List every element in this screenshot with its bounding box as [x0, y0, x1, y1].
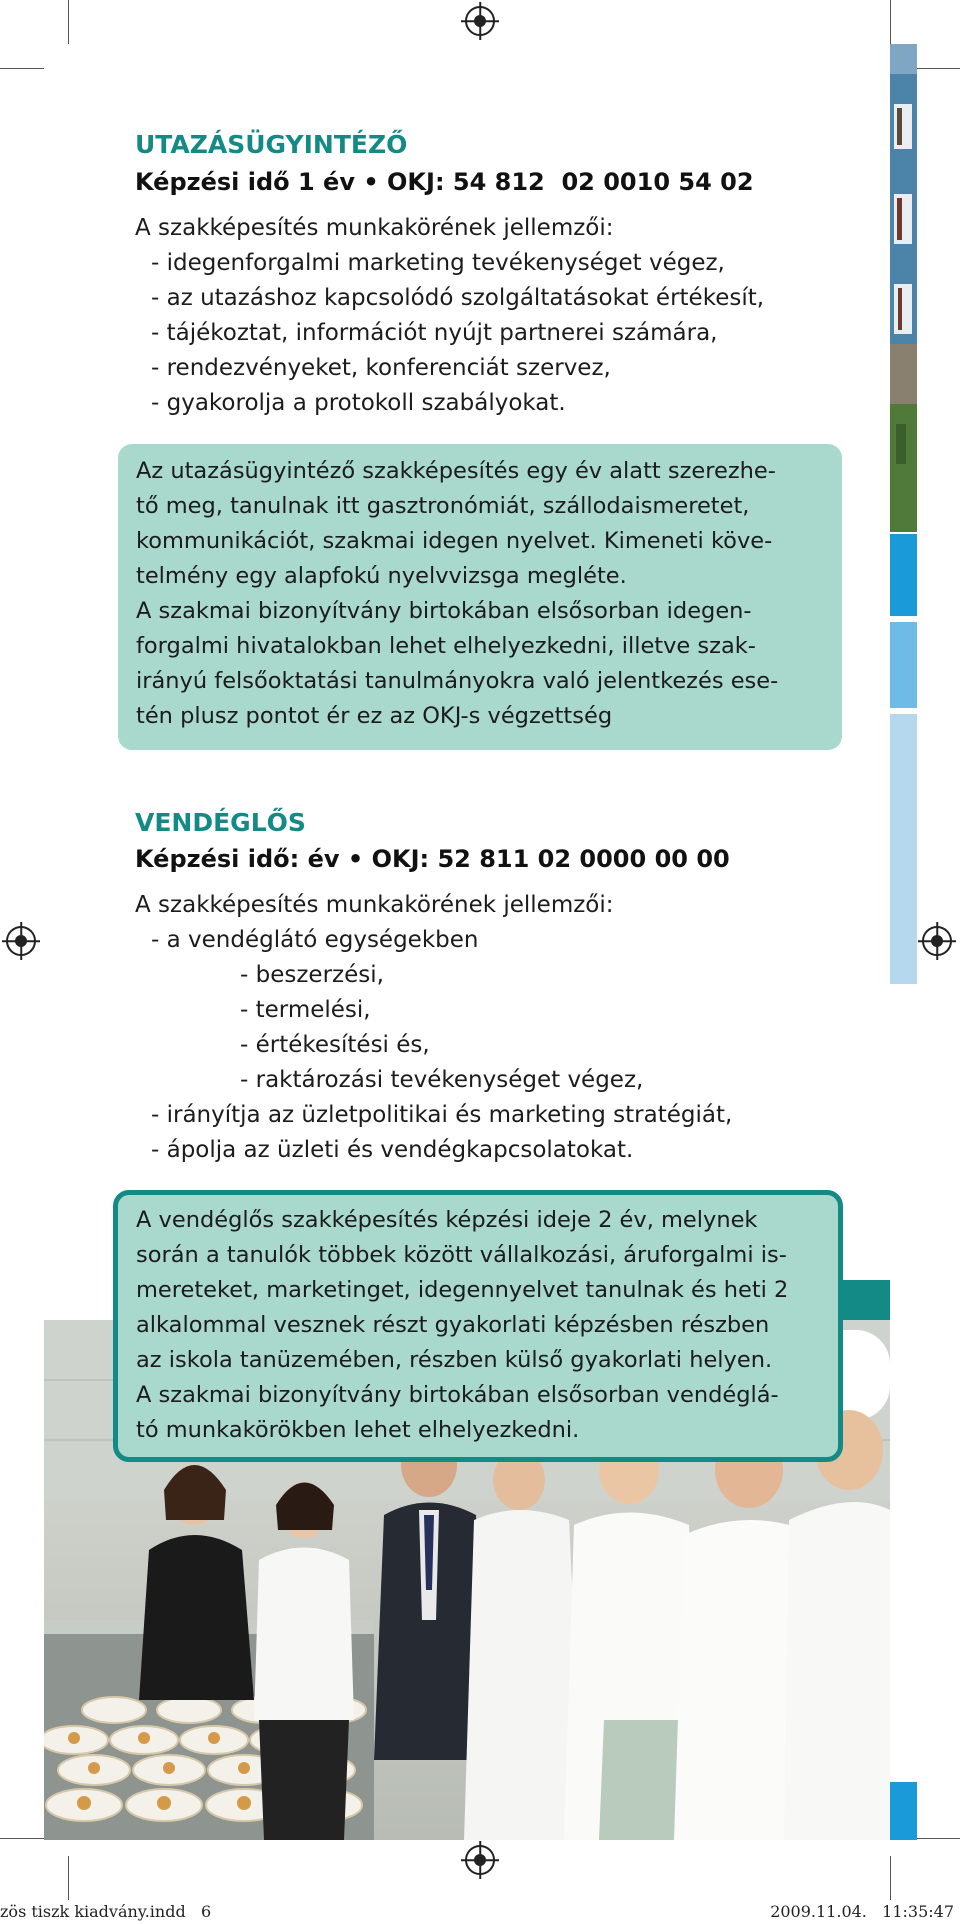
crop-mark: [890, 1856, 891, 1900]
crop-mark: [0, 68, 44, 69]
info-box-line: A szakmai bizonyítvány birtokában elsősorban vendéglá-: [136, 1382, 779, 1408]
sidebar-bar-bottom: [890, 1782, 917, 1840]
list-item: - idegenforgalmi marketing tevékenységet végez,: [151, 250, 725, 276]
registration-mark-icon: [6, 926, 36, 956]
list-item: - az utazáshoz kapcsolódó szolgáltatásokat értékesít,: [151, 285, 765, 311]
crop-mark: [890, 0, 891, 44]
footer-timestamp: 2009.11.04. 11:35:47: [770, 1902, 954, 1921]
job-description-list: [135, 211, 764, 421]
info-box-line: forgalmi hivatalokban lehet elhelyezkedni, illetve szak-: [136, 633, 756, 659]
info-box-line: telmény egy alapfokú nyelvvizsga megléte.: [136, 563, 627, 589]
info-box-vendeglos: [113, 1190, 843, 1462]
info-box-line: kommunikációt, szakmai idegen nyelvet. Kimeneti köve-: [136, 528, 773, 554]
info-box-line: tó munkakörökben lehet elhelyezkedni.: [136, 1417, 580, 1443]
info-box-line: tén plusz pontot ér ez az OKJ-s végzettség: [136, 703, 613, 729]
list-item: - tájékoztat, információt nyújt partnerei számára,: [151, 320, 718, 346]
section-title-utazasugyintezo: UTAZÁSÜGYINTÉZŐ: [135, 130, 408, 159]
sidebar-bar-light: [890, 714, 917, 984]
building-photo-strip: [890, 44, 917, 532]
crop-mark: [916, 1838, 960, 1839]
list-item: - rendezvényeket, konferenciát szervez,: [151, 355, 611, 381]
section-title-vendeglos: VENDÉGLŐS: [135, 808, 306, 837]
info-box-line: A vendéglős szakképesítés képzési ideje 2 év, melynek: [136, 1207, 758, 1233]
registration-mark-icon: [922, 926, 952, 956]
info-box-line: mereteket, marketinget, idegennyelvet tanulnak és heti 2: [136, 1277, 789, 1303]
list-subitem: - értékesítési és,: [240, 1032, 430, 1058]
footer-file-label: zös tiszk kiadvány.indd 6: [0, 1902, 212, 1921]
sidebar-bar-dark: [890, 534, 917, 616]
info-box-line: során a tanulók többek között vállalkozási, áruforgalmi is-: [136, 1242, 787, 1268]
list-intro: A szakképesítés munkakörének jellemzői:: [135, 215, 614, 241]
info-box-line: Az utazásügyintéző szakképesítés egy év alatt szerezhe-: [136, 458, 776, 484]
registration-mark-icon: [465, 6, 495, 36]
section-subtitle: Képzési idő 1 év • OKJ: 54 812 02 0010 54 02: [135, 168, 754, 196]
list-item: - gyakorolja a protokoll szabályokat.: [151, 390, 566, 416]
info-box-line: tő meg, tanulnak itt gasztronómiát, szállodaismeretet,: [136, 493, 750, 519]
info-box-line: az iskola tanüzemében, részben külső gyakorlati helyen.: [136, 1347, 773, 1373]
list-subitem: - beszerzési,: [240, 962, 384, 988]
list-intro: A szakképesítés munkakörének jellemzői:: [135, 892, 614, 918]
info-box-line: A szakmai bizonyítvány birtokában elsősorban idegen-: [136, 598, 752, 624]
list-item: - ápolja az üzleti és vendégkapcsolatokat.: [151, 1137, 634, 1163]
crop-mark: [0, 1838, 44, 1839]
registration-mark-icon: [465, 1845, 495, 1875]
sidebar-bar-mid: [890, 622, 917, 708]
info-box-line: alkalommal vesznek részt gyakorlati képzésben részben: [136, 1312, 770, 1338]
list-item: - a vendéglátó egységekben: [151, 927, 479, 953]
info-box-line: irányú felsőoktatási tanulmányokra való jelentkezés ese-: [136, 668, 779, 694]
section-subtitle: Képzési idő: év • OKJ: 52 811 02 0000 00 00: [135, 845, 730, 873]
crop-mark: [916, 68, 960, 69]
list-item: - irányítja az üzletpolitikai és marketing stratégiát,: [151, 1102, 733, 1128]
crop-mark: [68, 0, 69, 44]
list-subitem: - raktározási tevékenységet végez,: [240, 1067, 644, 1093]
crop-mark: [68, 1856, 69, 1900]
list-subitem: - termelési,: [240, 997, 371, 1023]
info-box-utazasugyintezo: [118, 444, 842, 750]
job-description-list: [135, 888, 732, 1168]
